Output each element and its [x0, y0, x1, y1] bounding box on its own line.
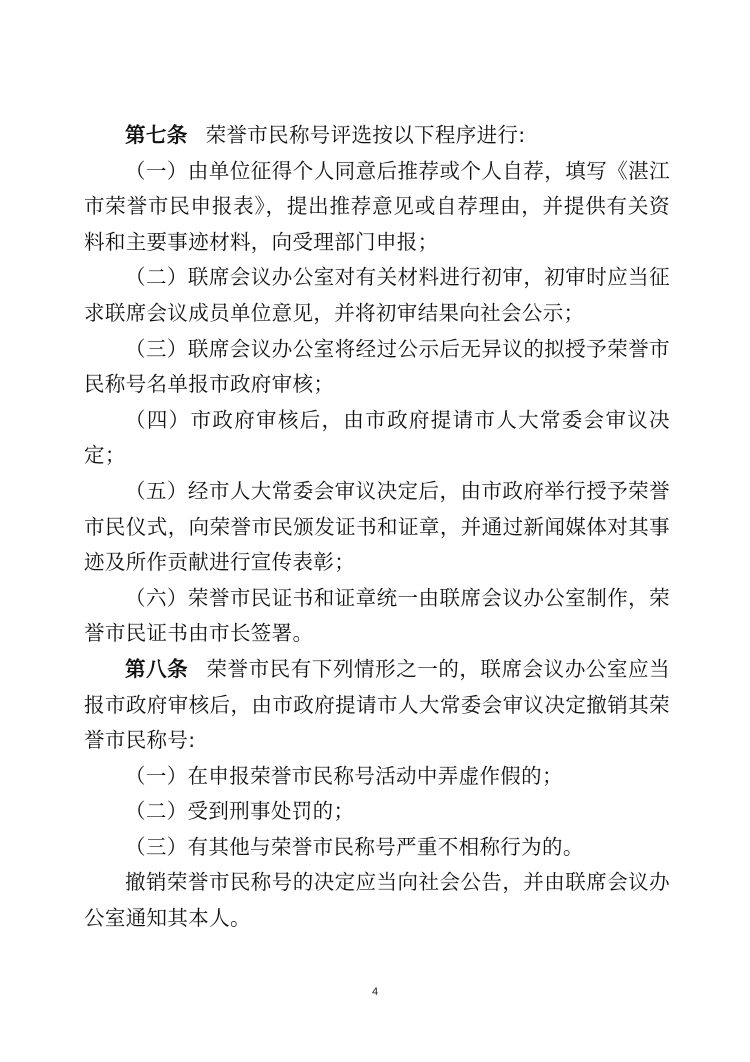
paragraph-text: （五）经市人大常委会审议决定后，由市政府举行授予荣誉市民仪式，向荣誉市民颁发证书和证章，并通过新闻媒体对其事迹及所作贡献进行宣传表彰； — [84, 478, 670, 575]
list-item-paragraph — [84, 474, 670, 581]
paragraph-text: （一）在申报荣誉市民称号活动中弄虚作假的； — [125, 763, 563, 788]
list-item-paragraph — [84, 581, 670, 652]
paragraph-text: （一）由单位征得个人同意后推荐或个人自荐，填写《湛江市荣誉市民申报表》，提出推荐意见或自荐理由，并提供有关资料和主要事迹材料，向受理部门申报； — [84, 158, 670, 254]
list-item-paragraph — [84, 154, 670, 261]
list-item-paragraph — [84, 260, 670, 331]
closing-paragraph — [84, 865, 670, 936]
paragraph-text: 撤销荣誉市民称号的决定应当向社会公告，并由联席会议办公室通知其本人。 — [84, 870, 670, 931]
list-item-paragraph — [84, 794, 670, 830]
list-item-paragraph — [84, 332, 670, 403]
list-item-paragraph — [84, 403, 670, 474]
paragraph-text: （三）有其他与荣誉市民称号严重不相称行为的。 — [125, 834, 584, 859]
article-8-paragraph — [84, 652, 670, 759]
paragraph-text: （二）受到刑事处罚的； — [125, 799, 355, 824]
list-item-paragraph — [84, 830, 670, 866]
article-heading: 第八条 — [125, 656, 189, 681]
page-number: 4 — [371, 986, 379, 998]
list-item-paragraph — [84, 759, 670, 795]
paragraph-text: 荣誉市民有下列情形之一的，联席会议办公室应当报市政府审核后，由市政府提请市人大常委会审议决定撤销其荣誉市民称号: — [84, 656, 670, 753]
paragraph-text: （三）联席会议办公室将经过公示后无异议的拟授予荣誉市民称号名单报市政府审核； — [84, 336, 670, 397]
article-7-paragraph — [84, 118, 670, 154]
paragraph-text: 荣誉市民称号评选按以下程序进行: — [205, 123, 526, 147]
paragraph-text: （二）联席会议办公室对有关材料进行初审，初审时应当征求联席会议成员单位意见，并将初审结果向社会公示； — [84, 265, 670, 325]
paragraph-text: （六）荣誉市民证书和证章统一由联席会议办公室制作，荣誉市民证书由市长签署。 — [84, 585, 670, 646]
paragraph-text: （四）市政府审核后，由市政府提请市人大常委会审议决定； — [84, 407, 670, 468]
document-body — [84, 118, 670, 937]
article-heading: 第七条 — [125, 123, 188, 147]
